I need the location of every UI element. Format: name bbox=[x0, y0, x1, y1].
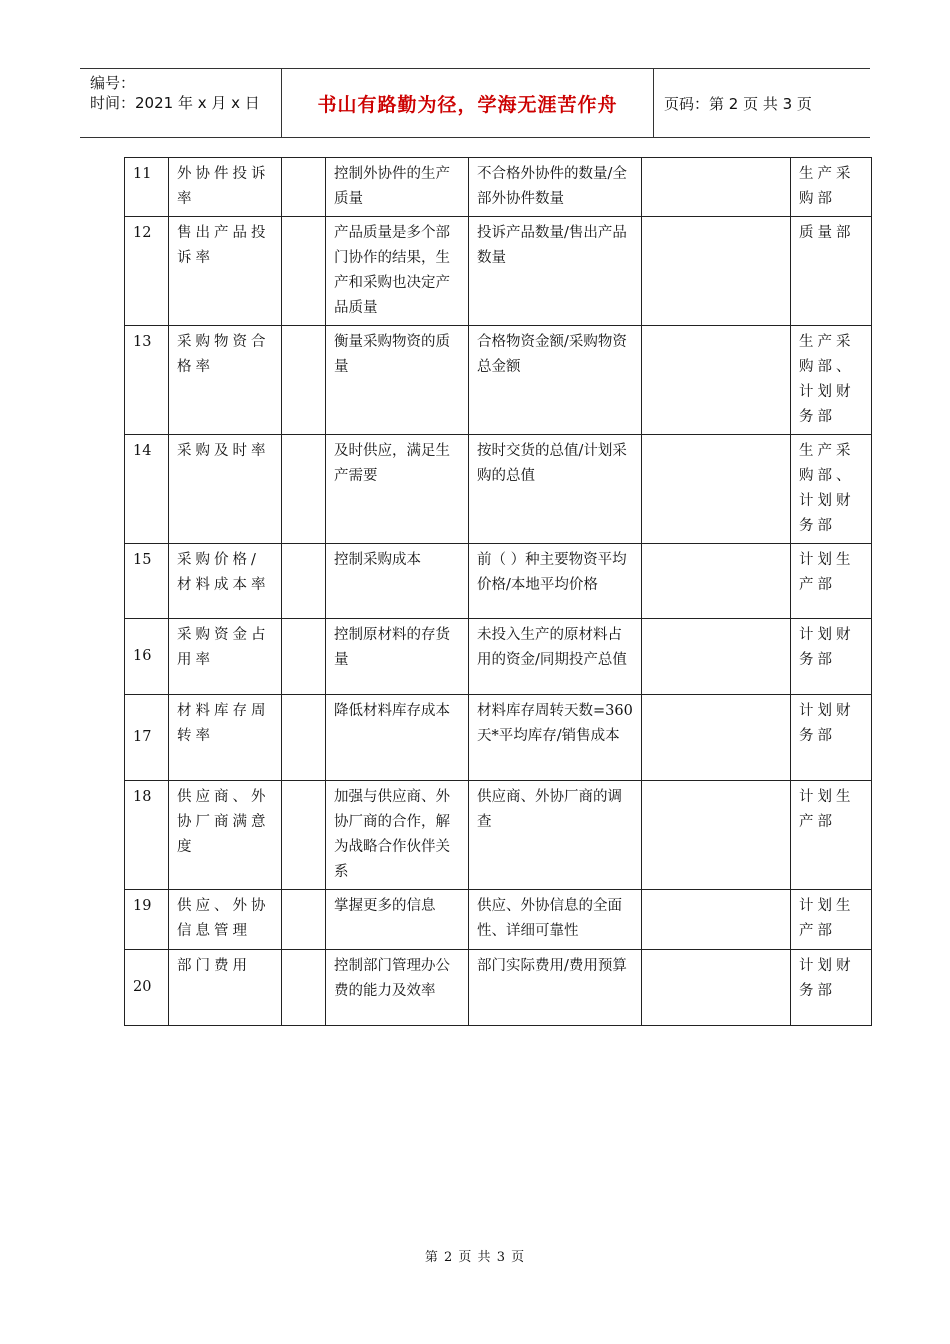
row-blank-cell bbox=[642, 158, 791, 217]
row-department: 生产采购部 bbox=[791, 158, 872, 217]
row-number: 15 bbox=[125, 544, 169, 619]
row-blank-cell bbox=[642, 544, 791, 619]
header-motto: 书山有路勤为径，学海无涯苦作舟 bbox=[281, 69, 654, 137]
row-formula: 材料库存周转天数=360 天*平均库存/销售成本 bbox=[469, 695, 642, 781]
row-purpose: 加强与供应商、外协厂商的合作，解为战略合作伙伴关系 bbox=[326, 781, 469, 890]
row-department: 生产采购部、计划财务部 bbox=[791, 435, 872, 544]
row-number: 12 bbox=[125, 217, 169, 326]
row-department: 计划财务部 bbox=[791, 619, 872, 695]
row-blank-cell bbox=[282, 781, 326, 890]
row-formula: 投诉产品数量/售出产品数量 bbox=[469, 217, 642, 326]
table-row bbox=[125, 890, 872, 950]
row-department: 计划生产部 bbox=[791, 781, 872, 890]
row-number: 13 bbox=[125, 326, 169, 435]
row-purpose: 衡量采购物资的质量 bbox=[326, 326, 469, 435]
row-indicator-name: 采购价格/材料成本率 bbox=[169, 544, 282, 619]
row-formula: 供应、外协信息的全面性、详细可靠性 bbox=[469, 890, 642, 950]
row-blank-cell bbox=[282, 326, 326, 435]
row-formula: 合格物资金额/采购物资总金额 bbox=[469, 326, 642, 435]
row-indicator-name: 采购资金占用率 bbox=[169, 619, 282, 695]
row-number: 19 bbox=[125, 890, 169, 950]
row-formula: 供应商、外协厂商的调查 bbox=[469, 781, 642, 890]
row-indicator-name: 采购及时率 bbox=[169, 435, 282, 544]
row-department: 计划生产部 bbox=[791, 890, 872, 950]
table-row bbox=[125, 326, 872, 435]
row-blank-cell bbox=[642, 217, 791, 326]
row-number: 14 bbox=[125, 435, 169, 544]
table-row bbox=[125, 619, 872, 695]
header-page-label: 页码：第 2 页 共 3 页 bbox=[664, 94, 812, 113]
row-blank-cell bbox=[282, 890, 326, 950]
table-row bbox=[125, 158, 872, 217]
table-row bbox=[125, 435, 872, 544]
row-department: 计划财务部 bbox=[791, 950, 872, 1026]
row-blank-cell bbox=[282, 158, 326, 217]
row-blank-cell bbox=[642, 950, 791, 1026]
row-indicator-name: 外协件投诉率 bbox=[169, 158, 282, 217]
row-indicator-name: 供应、外协信息管理 bbox=[169, 890, 282, 950]
row-department: 质量部 bbox=[791, 217, 872, 326]
kpi-table-body bbox=[125, 158, 872, 1026]
table-row bbox=[125, 950, 872, 1026]
row-formula: 未投入生产的原材料占用的资金/同期投产总值 bbox=[469, 619, 642, 695]
row-department: 计划财务部 bbox=[791, 695, 872, 781]
row-purpose: 控制采购成本 bbox=[326, 544, 469, 619]
row-blank-cell bbox=[642, 695, 791, 781]
row-number: 20 bbox=[125, 950, 169, 1026]
header-meta bbox=[80, 69, 281, 137]
row-formula: 按时交货的总值/计划采购的总值 bbox=[469, 435, 642, 544]
page-header bbox=[80, 68, 870, 138]
table-row bbox=[125, 544, 872, 619]
row-formula: 部门实际费用/费用预算 bbox=[469, 950, 642, 1026]
row-purpose: 降低材料库存成本 bbox=[326, 695, 469, 781]
row-blank-cell bbox=[282, 950, 326, 1026]
row-purpose: 及时供应，满足生产需要 bbox=[326, 435, 469, 544]
table-row bbox=[125, 217, 872, 326]
row-blank-cell bbox=[642, 435, 791, 544]
page-footer: 第 2 页 共 3 页 bbox=[424, 1250, 526, 1265]
row-indicator-name: 材料库存周转率 bbox=[169, 695, 282, 781]
row-blank-cell bbox=[282, 695, 326, 781]
row-number: 17 bbox=[125, 695, 169, 781]
row-purpose: 控制部门管理办公费的能力及效率 bbox=[326, 950, 469, 1026]
row-purpose: 控制外协件的生产质量 bbox=[326, 158, 469, 217]
row-formula: 前（ ）种主要物资平均价格/本地平均价格 bbox=[469, 544, 642, 619]
row-purpose: 产品质量是多个部门协作的结果，生产和采购也决定产品质量 bbox=[326, 217, 469, 326]
row-indicator-name: 采购物资合格率 bbox=[169, 326, 282, 435]
row-blank-cell bbox=[282, 544, 326, 619]
row-purpose: 控制原材料的存货量 bbox=[326, 619, 469, 695]
row-number: 18 bbox=[125, 781, 169, 890]
row-blank-cell bbox=[282, 435, 326, 544]
document-time-label: 时间：2021 年 x 月 x 日 bbox=[90, 94, 260, 112]
row-number: 11 bbox=[125, 158, 169, 217]
row-number: 16 bbox=[125, 619, 169, 695]
row-blank-cell bbox=[642, 781, 791, 890]
table-row bbox=[125, 781, 872, 890]
row-blank-cell bbox=[282, 619, 326, 695]
row-formula: 不合格外协件的数量/全部外协件数量 bbox=[469, 158, 642, 217]
row-blank-cell bbox=[642, 890, 791, 950]
row-indicator-name: 售出产品投诉率 bbox=[169, 217, 282, 326]
row-indicator-name: 供应商、外协厂商满意度 bbox=[169, 781, 282, 890]
row-blank-cell bbox=[642, 326, 791, 435]
table-row bbox=[125, 695, 872, 781]
document-number-label: 编号： bbox=[90, 74, 136, 92]
row-purpose: 掌握更多的信息 bbox=[326, 890, 469, 950]
kpi-table bbox=[124, 157, 872, 1026]
row-blank-cell bbox=[282, 217, 326, 326]
row-department: 生产采购部、计划财务部 bbox=[791, 326, 872, 435]
row-blank-cell bbox=[642, 619, 791, 695]
row-department: 计划生产部 bbox=[791, 544, 872, 619]
row-indicator-name: 部门费用 bbox=[169, 950, 282, 1026]
